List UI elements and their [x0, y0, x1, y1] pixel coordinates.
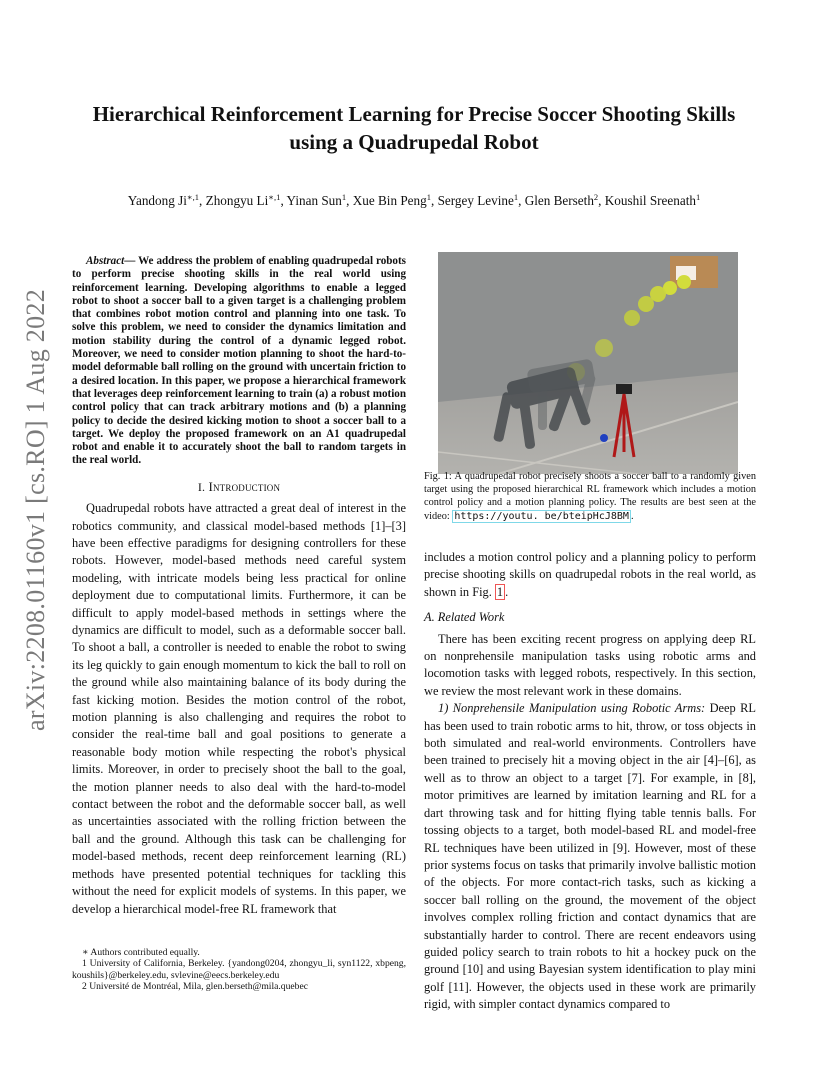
intro-continuation: includes a motion control policy and a planning policy to perform precise shooting skills on quadrupedal robots in the real world, as shown in Fig. 1 . [424, 550, 756, 599]
subsection-related-work: A. Related Work [424, 610, 505, 625]
author: Yinan Sun$^1$ [286, 192, 347, 208]
title-line-1: Hierarchical Reinforcement Learning for Precise Soccer Shooting Skills [92, 102, 736, 126]
author: Koushil Sreenath$^1$ [604, 192, 701, 208]
arxiv-stamp [18, 280, 54, 740]
footnote-montreal: 2 Université de Montréal, Mila, glen.berseth@mila.quebec [82, 981, 308, 993]
paper-title [60, 100, 768, 156]
abstract-label: Abstract [86, 255, 125, 267]
nonprehensile-paragraph: 1) Nonprehensile Manipulation using Robotic Arms: Deep RL has been used to train robotic arms to hit, throw, or toss objects in both simulated and real-world environments. Controllers have been trained to precisely hit a moving object in the air [4]–[6], as well as to throw an object to a target [7]. For example, in [8], motor primitives are learned by imitation learning and RL for a dart throwing task and for hitting flying table tennis balls. For tossing objects to a target, both model-based RL and model-free RL techniques have been utilized in [9]. However, most of these prior systems focus on tasks that primarily involve ballistic motion of the objects. For more contact-rich tasks, such as kicking a soccer ball rolling on the ground, the movement of the object involves complex rolling friction and contact dynamics that are substantially harder to control. There are recent endeavors using guided policy search to train robots to hit a hockey puck on the ground [10] and using Bayesian system identification to play mini golf [11]. However, the objects used in these work are primarily rigid, with simpler contact dynamics compared to [424, 701, 756, 1012]
section-heading-introduction: I. Introduction [197, 478, 281, 494]
author: Xue Bin Peng$^1$ [352, 192, 431, 208]
intro-paragraph: Quadrupedal robots have attracted a great deal of interest in the robotics community, and classical model-based methods [1]–[3] have been effective paradigms for designing controllers for these robots. However, model-based methods need careful system modeling, with intricate models being less practical for online deployment due to computational limits. Furthermore, it can be difficult to apply model-based methods in settings where the dynamics are difficult to model, such as a deformable soccer ball. To shoot a ball, a controller is needed to enable the robot to swing its leg quickly to gain enough momentum to kick the ball to roll on the ground while also maintaining balance of its body during the fast kicking motion. Besides the motion control of the robot, motion planning is also challenging and requires the robot to consider the real-time ball and goal positions to generate a reasonable body motion while respecting the robot's physical limits. Moreover, in order to precisely shoot the ball to the goal, the motion planner needs to also deal with the hard-to-model contact between the robot and the deformable soccer ball, as well as uncertainties associated with the rolling friction between the ball and the ground. Although this task can be challenging for model-based methods, recent deep reinforcement learning (RL) methods have presented potential techniques for tackling this without the need for explicit models of systems. In this paper, we develop a hierarchical model-free RL framework that [72, 501, 406, 916]
author: Zhongyu $Li^{∗,1}$ [205, 192, 281, 208]
subsubsection-title: 1) Nonprehensile Manipulation using Robotic Arms: [438, 701, 706, 716]
title-line-2: using a Quadrupedal Robot [289, 130, 539, 154]
robot-kicking-scene [438, 252, 738, 474]
footnote-berkeley: 1 University of California, Berkeley. {yandong0204, zhongyu_li, syn1122, xbpeng, koushils}@berkeley.edu, svlevine@eecs.berkeley.edu [72, 958, 406, 981]
fig-1-reference-link[interactable]: 1 [496, 584, 504, 599]
footnote-equal-contribution: ∗ Authors contributed equally. [82, 947, 200, 958]
left-column [72, 255, 406, 918]
abstract-text: — We address the problem of enabling quadrupedal robots to perform precise shooting skills in the real world using reinforcement learning. Developing algorithms to enable a legged robot to shoot a soccer ball to a given target is a challenging problem that combines robot motion control and planning into one task. To solve this problem, we need to consider the dynamics limitation and motion stability during the control of a dynamic legged robot. Moreover, we need to consider motion planning to shoot the hard-to-model deformable ball rolling on the ground with uncertain friction to a desired location. In this paper, we propose a hierarchical framework that leverages deep reinforcement learning to train (a) a robust motion control policy that can track arbitrary motions and (b) a planning policy to decide the desired kicking motion to shoot a soccer ball to a target. We deploy the proposed framework on an A1 quadrupedal robot and enable it to accurately shoot the ball to random targets in the real world. [72, 255, 406, 467]
abstract [72, 255, 406, 468]
author-list: Yandong $Ji^{∗,1}$, Zhongyu $Li^{∗,1}$, Yinan Sun$^1$, Xue Bin Peng$^1$, Sergey Levine$^1$, Glen Berseth$^2$, Koushil Sreenath$^1$ [127, 192, 701, 208]
author: Sergey Levine$^1$ [437, 192, 519, 208]
author: Glen Berseth$^2$ [524, 192, 599, 208]
arxiv-stamp-text: arXiv:2208.01160v1 [cs.RO] 1 Aug 2022 [21, 289, 50, 731]
footnotes [72, 947, 406, 993]
right-column [424, 549, 756, 1014]
video-link[interactable]: https://youtu. be/bteipHcJ8BM [454, 510, 629, 522]
figure-1-photo [438, 252, 738, 474]
figure-1-caption: Fig. 1: A quadrupedal robot precisely shoots a soccer ball to a randomly given target using the proposed hierarchical RL framework which includes a motion control policy and a motion planning policy. The results are best seen at the video: https://youtu. be/bteipHcJ8BM . [424, 471, 756, 522]
author: Yandong $Ji^{∗,1}$ [127, 192, 200, 208]
related-work-paragraph: There has been exciting recent progress on applying deep RL on nonprehensile manipulation tasks using robotic arms and locomotion tasks with legged robots, respectively. In this section, we review the most relevant work in these domains. [424, 631, 756, 698]
